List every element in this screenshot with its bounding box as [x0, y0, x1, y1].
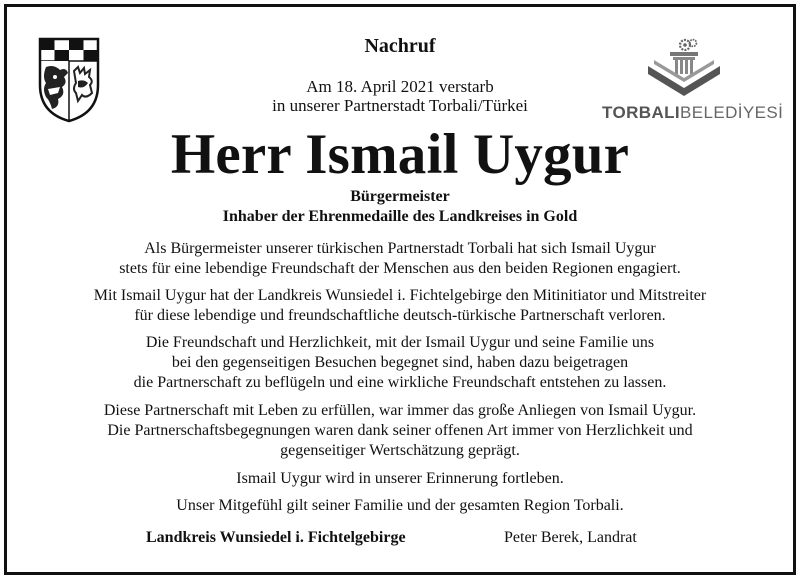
paragraph-4: [0, 401, 800, 461]
logo-wordmark-part1: TORBALI: [602, 103, 681, 122]
deceased-name: Herr Ismail Uygur: [170, 123, 630, 186]
logo-wordmark-part2: BELEDİYESİ: [680, 103, 784, 122]
paragraph-6: [0, 496, 800, 516]
paragraph-5: [0, 469, 800, 489]
paragraph-line: die Partnerschaft zu beflügeln und eine wirkliche Freundschaft entstehen zu lassen.: [133, 374, 667, 391]
notice-title: Nachruf: [364, 35, 436, 57]
paragraph-line: für diese lebendige und freundschaftliche deutsch-türkische Partnerschaft verloren.: [134, 307, 666, 324]
deceased-honor: Inhaber der Ehrenmedaille des Landkreises in Gold: [222, 208, 578, 225]
paragraph-2: [0, 286, 800, 326]
notice-intro: [0, 77, 800, 115]
footer-signatory: Peter Berek, Landrat: [504, 529, 637, 546]
paragraph-line: gegenseitiger Wertschätzung geprägt.: [280, 442, 520, 459]
paragraph-1: [0, 239, 800, 279]
paragraph-line: Die Freundschaft und Herzlichkeit, mit der Ismail Uygur und seine Familie uns: [145, 334, 655, 351]
paragraph-line: Diese Partnerschaft mit Leben zu erfüllen, war immer das große Anliegen von Ismail Uygur.: [103, 402, 697, 419]
paragraph-line: Unser Mitgefühl gilt seiner Familie und der gesamten Region Torbali.: [176, 497, 624, 514]
paragraph-line: Ismail Uygur wird in unserer Erinnerung fortleben.: [236, 470, 564, 487]
paragraph-line: bei den gegenseitigen Besuchen begegnet sind, haben dazu beigetragen: [171, 354, 629, 371]
paragraph-3: [0, 333, 800, 393]
paragraph-line: Als Bürgermeister unserer türkischen Partnerstadt Torbali hat sich Ismail Uygur: [144, 240, 656, 257]
deceased-role: Bürgermeister: [350, 188, 450, 205]
place-line: in unserer Partnerstadt Torbali/Türkei: [272, 96, 528, 115]
paragraph-line: stets für eine lebendige Freundschaft der Menschen aus den beiden Regionen engagiert.: [119, 260, 681, 277]
paragraph-line: Mit Ismail Uygur hat der Landkreis Wunsiedel i. Fichtelgebirge den Mitinitiator und Mitstreiter: [93, 287, 707, 304]
paragraph-line: Die Partnerschaftsbegegnungen waren dank seiner offenen Art immer von Herzlichkeit und: [107, 422, 693, 439]
date-line: Am 18. April 2021 verstarb: [306, 77, 494, 96]
footer-organization: Landkreis Wunsiedel i. Fichtelgebirge: [146, 529, 406, 546]
